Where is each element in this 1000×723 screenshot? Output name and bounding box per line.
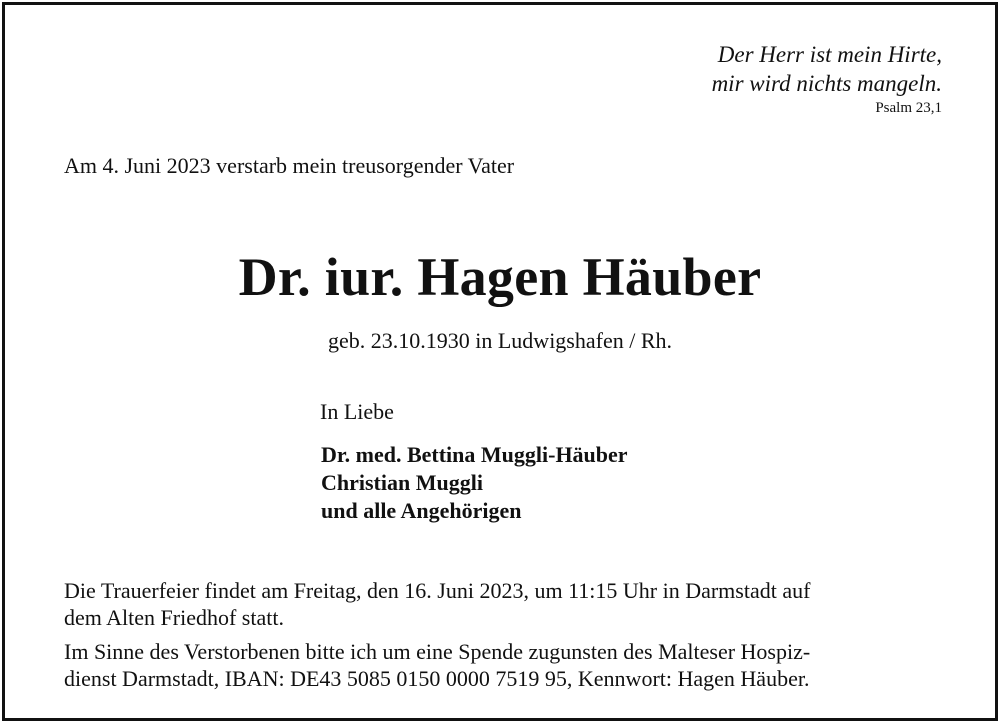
mourner-name: Dr. med. Bettina Muggli-Häuber	[321, 442, 628, 467]
funeral-details	[64, 577, 944, 631]
deceased-name: Dr. iur. Hagen Häuber	[238, 247, 762, 307]
mourner-name: Christian Muggli	[321, 470, 483, 495]
funeral-line-2: dem Alten Friedhof statt.	[64, 605, 284, 630]
mourners-list	[321, 441, 628, 525]
funeral-line-1: Die Trauerfeier findet am Freitag, den 16. Juni 2023, um 11:15 Uhr in Darmstadt auf	[64, 578, 811, 603]
psalm-reference: Psalm 23,1	[875, 100, 942, 116]
donation-line-1: Im Sinne des Verstorbenen bitte ich um eine Spende zugunsten des Malteser Hospiz-	[64, 639, 811, 664]
psalm-line-1: Der Herr ist mein Hirte,	[717, 42, 942, 67]
in-love-label: In Liebe	[320, 399, 394, 424]
psalm-line-2: mir wird nichts mangeln.	[711, 71, 942, 96]
death-announcement-intro: Am 4. Juni 2023 verstarb mein treusorgender Vater	[64, 153, 515, 178]
mourner-name: und alle Angehörigen	[321, 498, 522, 523]
donation-request	[64, 638, 944, 692]
psalm-quote	[712, 40, 942, 118]
donation-line-2: dienst Darmstadt, IBAN: DE43 5085 0150 0000 7519 95, Kennwort: Hagen Häuber.	[64, 666, 810, 691]
birth-info: geb. 23.10.1930 in Ludwigshafen / Rh.	[327, 328, 673, 353]
